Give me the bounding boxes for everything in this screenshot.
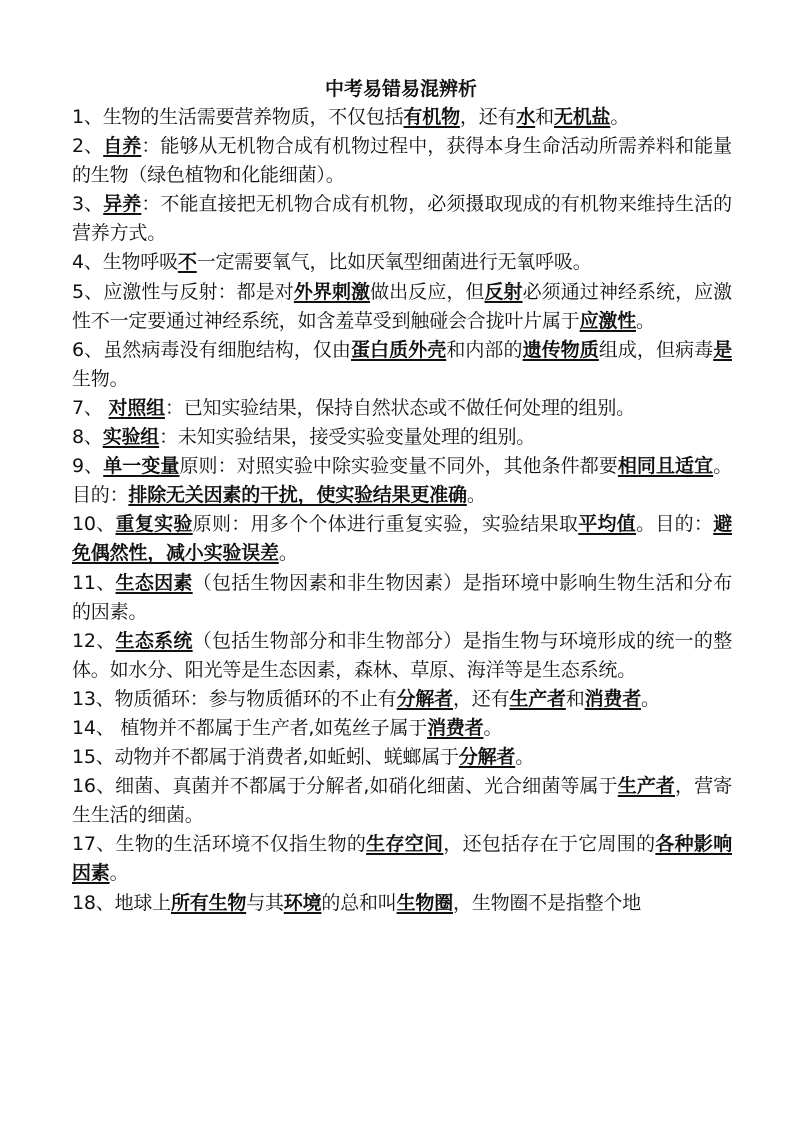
text-run: 16、细菌、真菌并不都属于分解者,如硝化细菌、光合细菌等属于 [72, 775, 618, 798]
key-term: 重复实验 [115, 513, 193, 536]
text-run: 原则：对照实验中除实验变量不同外，其他条件都要 [179, 455, 618, 478]
text-run: 和内部的 [446, 338, 523, 361]
key-term: 生态系统 [115, 629, 193, 652]
list-item [72, 569, 732, 627]
text-run: 和 [565, 687, 585, 710]
document-page [72, 76, 732, 918]
text-run: 。 [109, 862, 129, 885]
key-term: 环境 [283, 891, 322, 914]
list-item [72, 772, 732, 830]
text-run: 9、 [72, 455, 104, 478]
key-term: 是 [713, 338, 732, 361]
text-run: 14、 植物并不都属于生产者,如菟丝子属于 [72, 716, 428, 739]
key-term: 生产者 [617, 775, 676, 798]
key-term: 外界刺激 [293, 280, 371, 303]
list-item [72, 132, 732, 190]
text-run: 7、 [72, 396, 109, 419]
text-run: 2、 [72, 135, 104, 158]
list-item [72, 627, 732, 685]
list-item [72, 452, 732, 510]
list-item [72, 889, 732, 918]
text-run: （包括生物部分和非生物部分）是指生物与环境形成的统一的整体。如水分、阳光等是生态因素，森林、草原、海洋等是生态系统。 [72, 629, 733, 681]
document-body [72, 103, 732, 918]
list-item [72, 423, 732, 452]
key-term: 所有生物 [170, 891, 247, 914]
text-run: 。 [636, 309, 655, 332]
list-item [72, 103, 732, 132]
key-term: 对照组 [108, 396, 165, 419]
text-run: ，还有 [452, 687, 510, 710]
text-run: 6、虽然病毒没有细胞结构，仅由 [72, 338, 351, 361]
list-item [72, 248, 732, 277]
key-term: 排除无关因素的干扰，使实验结果更准确 [128, 484, 467, 507]
list-item [72, 830, 732, 888]
key-term: 无机盐 [553, 106, 611, 128]
key-term: 实验组 [102, 426, 160, 449]
key-term: 自养 [103, 135, 142, 158]
list-item [72, 394, 732, 423]
list-item [72, 336, 732, 394]
document-title: 中考易错易混辨析 [324, 78, 477, 100]
key-term: 分解者 [396, 687, 453, 710]
text-run: 必须通过神经系统，应激性不一定要通过神经系统，如含羞草受到触碰会合拢叶片属于 [72, 280, 732, 332]
text-run: 。 [466, 484, 486, 507]
key-term: 反射 [484, 280, 523, 303]
text-run: 生物。 [72, 367, 129, 390]
text-run: 8、 [72, 426, 103, 449]
key-term: 应激性 [579, 309, 637, 332]
list-item [72, 743, 732, 772]
key-term: 异养 [103, 193, 142, 216]
text-run: （包括生物因素和非生物因素）是指环境中影响生物生活和分布的因素。 [72, 571, 733, 623]
key-term: 遗传物质 [522, 338, 599, 361]
text-run: ：能够从无机物合成有机物过程中，获得本身生命活动所需养料和能量的生物（绿色植物和化能细菌）。 [72, 135, 732, 187]
text-run: 5、应激性与反射：都是对 [72, 280, 294, 303]
text-run: 的总和叫 [321, 891, 397, 914]
text-run: ，还有 [459, 106, 517, 128]
key-term: 分解者 [458, 746, 516, 769]
key-term: 蛋白质外壳 [351, 338, 447, 361]
key-term: 水 [516, 106, 536, 128]
key-term: 消费者 [584, 687, 642, 710]
text-run: 4、生物呼吸 [72, 251, 178, 274]
text-run: 3、 [72, 193, 104, 216]
text-run: ，还包括存在于它周围的 [443, 833, 656, 856]
text-run: 。目的： [72, 455, 732, 507]
list-item [72, 278, 732, 336]
key-term: 单一变量 [103, 455, 180, 478]
text-run: 。 [483, 716, 503, 739]
text-run: ，营寄生生活的细菌。 [72, 775, 733, 827]
text-run: 11、 [72, 571, 116, 594]
text-run: 。 [641, 687, 660, 710]
list-item [72, 714, 732, 743]
text-run: ：不能直接把无机物合成有机物，必须摄取现成的有机物来维持生活的营养方式。 [72, 193, 732, 245]
list-item [72, 510, 732, 568]
text-run: 10、 [72, 513, 116, 536]
text-run: ，生物圈不是指整个地 [453, 891, 642, 914]
key-term: 有机物 [403, 106, 460, 128]
key-term: 不 [177, 251, 197, 274]
key-term: 平均值 [578, 513, 637, 536]
text-run: 1、生物的生活需要营养物质，不仅包括 [72, 106, 404, 128]
text-run: ：已知实验结果，保持自然状态或不做任何处理的组别。 [164, 396, 635, 419]
text-run: 17、生物的生活环境不仅指生物的 [72, 833, 367, 856]
text-run: 13、物质循环：参与物质循环的不止有 [72, 687, 397, 710]
key-term: 生产者 [509, 687, 566, 710]
text-run: 12、 [72, 629, 116, 652]
text-run: 。 [610, 106, 630, 128]
text-run: 与其 [246, 891, 284, 914]
key-term: 生存空间 [366, 833, 444, 856]
key-term: 消费者 [427, 716, 484, 739]
text-run: 一定需要氧气，比如厌氧型细菌进行无氧呼吸。 [196, 251, 592, 274]
text-run: 。目的： [636, 513, 714, 536]
list-item [72, 685, 732, 714]
text-run: 18、地球上 [72, 891, 171, 914]
text-run: 。 [278, 542, 298, 565]
text-run: ：未知实验结果，接受实验变量处理的组别。 [159, 426, 536, 449]
key-term: 相同且适宜 [617, 455, 714, 478]
key-term: 生态因素 [115, 571, 193, 594]
key-term: 生物圈 [396, 891, 454, 914]
text-run: 组成，但病毒 [598, 338, 714, 361]
text-run: 原则：用多个个体进行重复实验，实验结果取 [192, 513, 579, 536]
key-term: 各种影响因素 [72, 833, 733, 885]
key-term: 避免偶然性，减小实验误差 [72, 513, 733, 565]
text-run: 15、动物并不都属于消费者,如蚯蚓、蜣螂属于 [72, 746, 459, 769]
list-item [72, 190, 732, 248]
text-run: 。 [515, 746, 535, 769]
text-run: 做出反应，但 [370, 280, 485, 303]
text-run: 和 [535, 106, 554, 128]
